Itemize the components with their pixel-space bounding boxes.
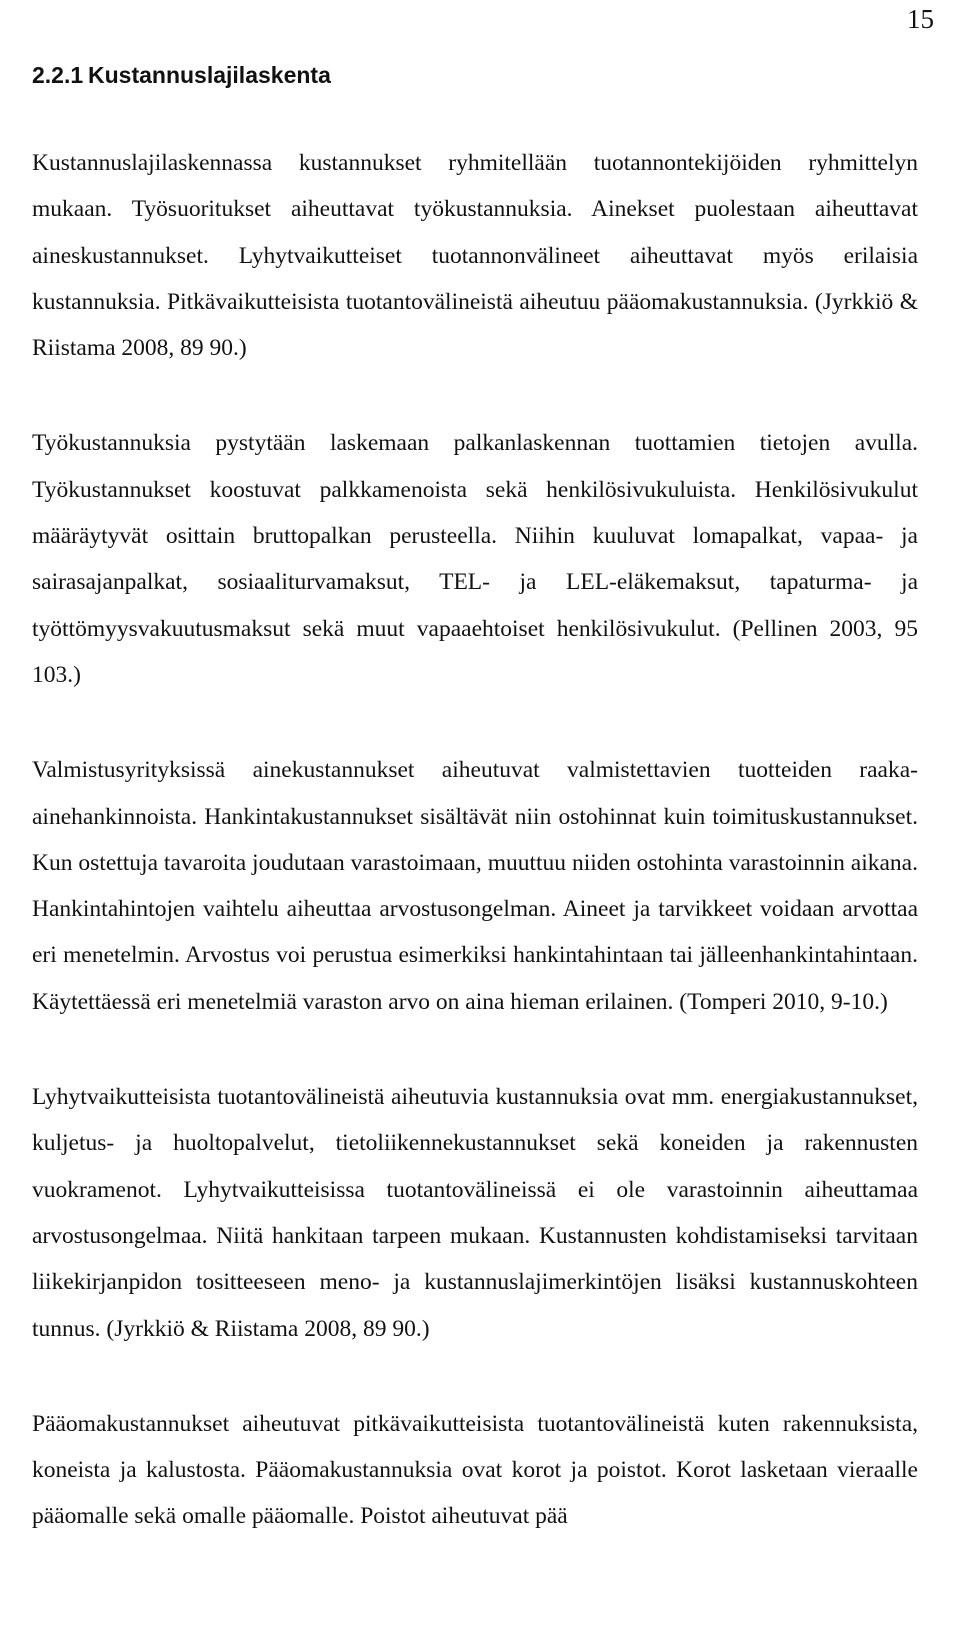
document-body bbox=[32, 60, 918, 1540]
paragraph-5: Pääomakustannukset aiheutuvat pitkävaikutteisista tuotantovälineistä kuten rakennuksista, koneista ja kalustosta. Pääomakustannuksia ovat korot ja poistot. Korot lasketaan vieraalle pääomalle sekä omalle pääomalle. Poistot aiheutuvat pää bbox=[32, 1410, 918, 1530]
paragraph-2: Työkustannuksia pystytään laskemaan palkanlaskennan tuottamien tietojen avulla. Työkustannukset koostuvat palkkamenoista sekä henkilösivukuluista. Henkilösivukulut määräytyvät osittain bruttopalkan perusteella. Niihin kuuluvat lomapalkat, vapaa- ja sairasajanpalkat, sosiaaliturvamaksut, TEL- ja LEL-eläkemaksut, tapaturma- ja työttömyysvakuutusmaksut sekä muut vapaaehtoiset henkilösivukulut. (Pellinen 2003, 95 103.) bbox=[32, 430, 918, 688]
page-number: 15 bbox=[907, 4, 934, 34]
section-number: 2.2.1 bbox=[32, 62, 84, 88]
paragraph-1: Kustannuslajilaskennassa kustannukset ryhmitellään tuotannontekijöiden ryhmittelyn mukaan. Työsuoritukset aiheuttavat työkustannuksia. Ainekset puolestaan aiheuttavat aineskustannukset. Lyhytvaikutteiset tuotannonvälineet aiheuttavat myös erilaisia kustannuksia. Pitkävaikutteisista tuotantovälineistä aiheutuu pääomakustannuksia. (Jyrkkiö & Riistama 2008, 89 90.) bbox=[32, 150, 918, 362]
section-heading bbox=[32, 60, 918, 90]
paragraph-4: Lyhytvaikutteisista tuotantovälineistä aiheutuvia kustannuksia ovat mm. energiakustannukset, kuljetus- ja huoltopalvelut, tietoliikennekustannukset sekä koneiden ja rakennusten vuokramenot. Lyhytvaikutteisissa tuotantovälineissä ei ole varastoinnin aiheuttamaa arvostusongelmaa. Niitä hankitaan tarpeen mukaan. Kustannusten kohdistamiseksi tarvitaan liikekirjanpidon tositteeseen meno- ja kustannuslajimerkintöjen lisäksi kustannuskohteen tunnus. (Jyrkkiö & Riistama 2008, 89 90.) bbox=[32, 1084, 918, 1342]
section-title: Kustannuslajilaskenta bbox=[88, 62, 331, 88]
paragraph-3: Valmistusyrityksissä ainekustannukset aiheutuvat valmistettavien tuotteiden raaka-ainehankinnoista. Hankintakustannukset sisältävät niin ostohinnat kuin toimituskustannukset. Kun ostettuja tavaroita joudutaan varastoimaan, muuttuu niiden ostohinta varastoinnin aikana. Hankintahintojen vaihtelu aiheuttaa arvostusongelman. Aineet ja tarvikkeet voidaan arvottaa eri menetelmin. Arvostus voi perustua esimerkiksi hankintahintaan tai jälleenhankintahintaan. Käytettäessä eri menetelmiä varaston arvo on aina hieman erilainen. (Tomperi 2010, 9-10.) bbox=[32, 757, 918, 1015]
